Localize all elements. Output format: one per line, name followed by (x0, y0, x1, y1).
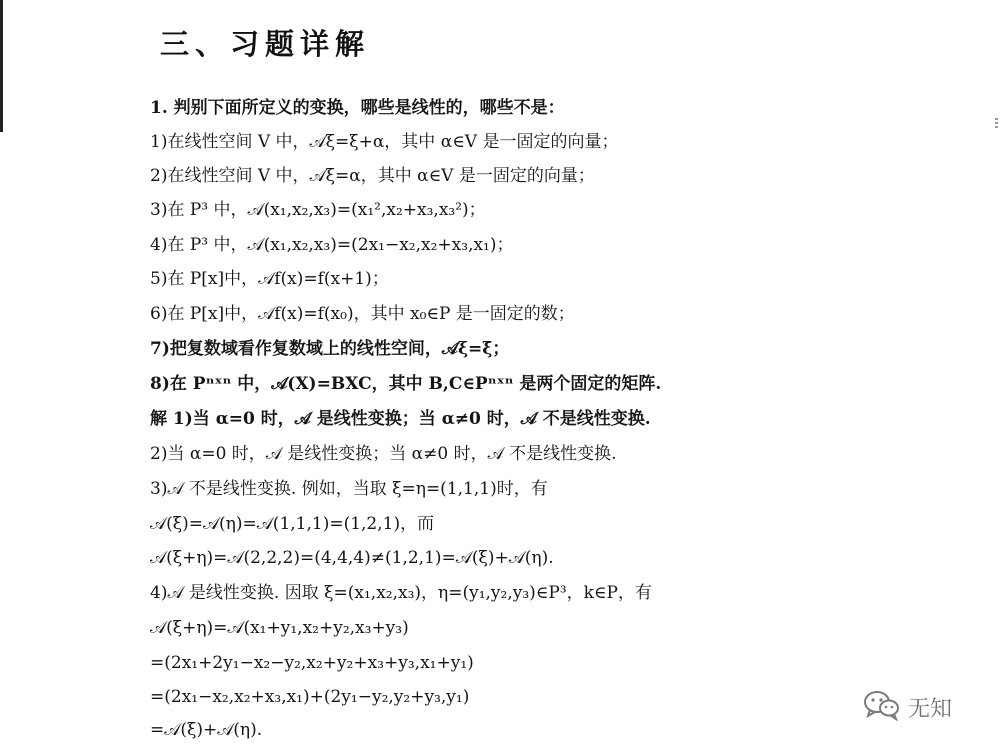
solution-line: 2)当 α=0 时，𝒜 是线性变换；当 α≠0 时，𝒜 不是线性变换. (150, 444, 617, 464)
solution-line: 4)𝒜 是线性变换. 因取 ξ=(x₁,x₂,x₃)，η=(y₁,y₂,y₃)∈P³，k∈P，有 (150, 583, 652, 603)
problem-line: 3)在 P³ 中，𝒜(x₁,x₂,x₃)=(x₁²,x₂+x₃,x₃²)； (150, 200, 486, 220)
solution-line: 𝒜(ξ+η)=𝒜(x₁+y₁,x₂+y₂,x₃+y₃) (150, 618, 409, 638)
problem-line: 4)在 P³ 中，𝒜(x₁,x₂,x₃)=(2x₁−x₂,x₂+x₃,x₁)； (150, 235, 514, 255)
solution-line: 𝒜(ξ+η)=𝒜(2,2,2)=(4,4,4)≠(1,2,1)=𝒜(ξ)+𝒜(η). (150, 548, 554, 568)
problem-line: 6)在 P[x]中，𝒜f(x)=f(x₀)，其中 x₀∈P 是一固定的数； (150, 304, 575, 324)
problem-line: 1)在线性空间 V 中，𝒜ξ=ξ+α，其中 α∈V 是一固定的向量； (150, 132, 619, 152)
left-edge-bar (0, 0, 3, 132)
problem-line: 7)把复数域看作复数域上的线性空间，𝒜ξ=ξ̄； (150, 339, 510, 359)
problem-line: 2)在线性空间 V 中，𝒜ξ=α，其中 α∈V 是一固定的向量； (150, 166, 595, 186)
section-title: 三、习题详解 (160, 27, 371, 61)
right-edge-marks (995, 118, 998, 130)
solution-line: 解 1)当 α=0 时，𝒜 是线性变换；当 α≠0 时，𝒜 不是线性变换. (150, 409, 651, 429)
watermark-text: 无知 (908, 696, 953, 722)
problem-line: 5)在 P[x]中，𝒜f(x)=f(x+1)； (150, 269, 389, 289)
solution-line: =(2x₁+2y₁−x₂−y₂,x₂+y₂+x₃+y₃,x₁+y₁) (150, 653, 474, 673)
watermark (862, 690, 952, 724)
problem-line: 8)在 Pⁿˣⁿ 中，𝒜(X)=BXC，其中 B,C∈Pⁿˣⁿ 是两个固定的矩阵. (150, 374, 662, 394)
solution-line: =𝒜(ξ)+𝒜(η). (150, 720, 263, 740)
problem-line: 1. 判别下面所定义的变换，哪些是线性的，哪些不是： (150, 98, 565, 118)
solution-line: 𝒜(ξ)=𝒜(η)=𝒜(1,1,1)=(1,2,1)，而 (150, 514, 435, 534)
solution-line: =(2x₁−x₂,x₂+x₃,x₁)+(2y₁−y₂,y₂+y₃,y₁) (150, 687, 470, 707)
wechat-icon (862, 689, 902, 725)
solution-line: 3)𝒜 不是线性变换. 例如，当取 ξ=η=(1,1,1)时，有 (150, 479, 548, 499)
